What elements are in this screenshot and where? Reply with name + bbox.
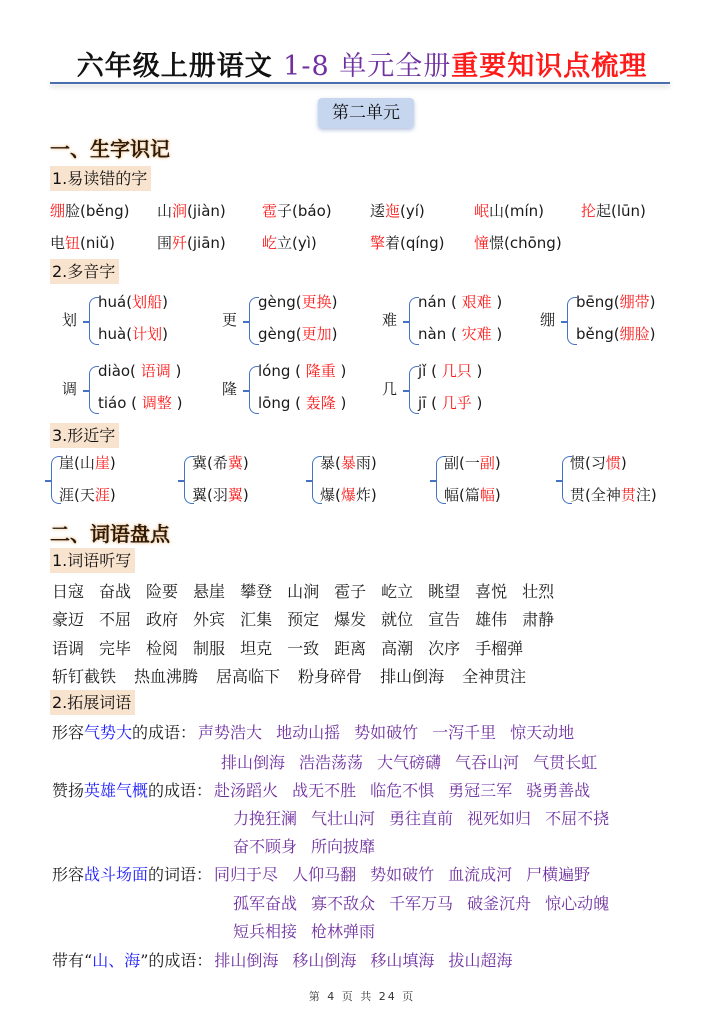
idiom: 孤军奋战	[233, 894, 298, 913]
dictation-row	[52, 607, 569, 630]
base-char: 冀	[192, 454, 208, 472]
dictation-word: 政府	[146, 610, 179, 629]
polyphone-group	[62, 291, 212, 351]
idiom-category-label	[52, 865, 212, 884]
paren-close: )	[491, 325, 503, 343]
polyphone-reading	[576, 291, 656, 312]
label-pre: 带有“	[52, 951, 93, 970]
polyphone-group	[540, 291, 690, 351]
highlight-char: 翼	[227, 486, 243, 504]
pinyin-suffix: 子(báo)	[277, 202, 332, 220]
pinyin: nán (	[418, 293, 462, 311]
idiom: 骁勇善战	[526, 781, 591, 800]
highlight-char: 绷	[50, 202, 66, 220]
highlight-char: 暴	[340, 454, 356, 472]
paren-close: )	[162, 293, 168, 311]
polyphone-reading	[258, 392, 346, 413]
dictation-word: 眺望	[428, 582, 461, 601]
example-pre: (习	[585, 454, 606, 472]
example-pre: (希	[207, 454, 228, 472]
example-word: 划船	[132, 293, 163, 311]
pinyin-suffix: 着(qíng)	[385, 234, 445, 252]
subheading-dictation: 1.词语听写	[50, 548, 135, 573]
paren-close: )	[471, 394, 483, 412]
char-prefix: 山	[157, 202, 173, 220]
highlight-char: 副	[479, 454, 495, 472]
example-post: )	[242, 486, 249, 504]
polyphone-reading	[258, 360, 346, 381]
paren-close: )	[335, 394, 347, 412]
unit-badge: 第二单元	[318, 98, 414, 128]
highlight-char: 幅	[479, 486, 495, 504]
char-prefix: 围	[157, 234, 173, 252]
label-highlight: 战斗场面	[84, 865, 149, 884]
dictation-word: 粉身碎骨	[298, 667, 363, 686]
base-char: 涯	[59, 486, 75, 504]
idiom-line	[233, 806, 623, 829]
dictation-word: 肃静	[522, 610, 555, 629]
label-post: 的成语：	[132, 723, 197, 742]
idiom-category-label	[52, 781, 212, 800]
idiom: 战无不胜	[292, 781, 357, 800]
highlight-char: 爆	[340, 486, 356, 504]
label-pre: 赞扬	[52, 781, 85, 800]
idiom: 声势浩大	[198, 723, 263, 742]
highlight-char: 擎	[370, 234, 386, 252]
idiom: 枪林弹雨	[311, 922, 376, 941]
idiom: 千军万马	[389, 894, 454, 913]
similar-char-line	[59, 452, 116, 473]
dictation-word: 雄伟	[475, 610, 508, 629]
example-word: 几乎	[441, 394, 472, 412]
idiom-category-label	[52, 951, 212, 970]
idiom: 一泻千里	[432, 723, 497, 742]
example-pre: (	[335, 454, 341, 472]
highlight-char: 冀	[227, 454, 243, 472]
misread-char-item	[370, 232, 444, 253]
idiom: 同归于尽	[214, 865, 279, 884]
polyphone-group	[222, 291, 372, 351]
base-char: 贯	[570, 486, 586, 504]
page-number: 第 4 页 共 24 页	[308, 990, 416, 1003]
label-highlight: 山、海	[92, 951, 141, 970]
dictation-word: 山涧	[287, 582, 320, 601]
idiom: 短兵相接	[233, 922, 298, 941]
similar-char-line	[444, 452, 501, 473]
misread-char-item	[262, 200, 332, 221]
dictation-word: 险要	[146, 582, 179, 601]
example-word: 语调	[140, 362, 171, 380]
example-post: )	[620, 454, 627, 472]
dictation-word: 外宾	[193, 610, 226, 629]
similar-char-line	[192, 452, 249, 473]
base-char: 爆	[320, 486, 336, 504]
pinyin: nàn (	[418, 325, 462, 343]
idiom: 移山填海	[370, 951, 435, 970]
example-pre: (全神	[585, 486, 621, 504]
similar-char-line	[444, 484, 501, 505]
idiom: 视死如归	[467, 809, 532, 828]
dictation-row	[52, 664, 544, 687]
polyphone-char: 隆	[222, 380, 238, 398]
char-prefix: 逶	[370, 202, 386, 220]
highlight-char: 涧	[172, 202, 188, 220]
char-prefix: 电	[50, 234, 66, 252]
highlight-char: 岷	[474, 202, 490, 220]
misread-char-item	[50, 200, 130, 221]
highlight-char: 雹	[262, 202, 278, 220]
polyphone-reading	[258, 291, 338, 312]
pinyin: běng(	[576, 325, 620, 343]
label-highlight: 气势大	[84, 723, 133, 742]
idiom-line	[233, 834, 389, 857]
dictation-word: 手榴弹	[475, 639, 524, 658]
polyphone-group	[382, 360, 532, 420]
polyphone-reading	[98, 323, 168, 344]
dictation-word: 次序	[428, 639, 461, 658]
base-char: 副	[444, 454, 460, 472]
highlight-char: 歼	[172, 234, 188, 252]
example-word: 调整	[141, 394, 172, 412]
highlight-char: 钮	[65, 234, 81, 252]
misread-char-item	[262, 232, 317, 253]
misread-char-item	[581, 200, 646, 221]
title-underline	[50, 82, 670, 84]
subheading-similar-chars: 3.形近字	[50, 423, 119, 448]
idiom: 破釜沉舟	[467, 894, 532, 913]
dictation-word: 预定	[287, 610, 320, 629]
idiom: 气吞山河	[455, 753, 520, 772]
idiom-line	[52, 862, 604, 885]
polyphone-char: 难	[382, 311, 398, 329]
dictation-word: 检阅	[146, 639, 179, 658]
label-pre: 形容	[52, 865, 85, 884]
polyphone-group	[62, 360, 212, 420]
base-char: 翼	[192, 486, 208, 504]
dictation-word: 喜悦	[475, 582, 508, 601]
misread-char-item	[157, 232, 226, 253]
polyphone-reading	[258, 323, 338, 344]
paren-close: )	[649, 293, 656, 311]
example-word: 更换	[301, 293, 332, 311]
polyphone-reading	[418, 360, 482, 381]
dictation-word: 一致	[287, 639, 320, 658]
idiom-line	[233, 891, 623, 914]
similar-char-line	[320, 484, 377, 505]
idiom: 不屈不挠	[545, 809, 610, 828]
pinyin: diào(	[98, 362, 141, 380]
idiom: 气壮山河	[311, 809, 376, 828]
dictation-word: 完毕	[99, 639, 132, 658]
example-pre: (山	[74, 454, 95, 472]
paren-close: )	[335, 362, 347, 380]
example-pre: (篇	[459, 486, 480, 504]
misread-char-item	[50, 232, 115, 253]
idiom: 尸横遍野	[526, 865, 591, 884]
idiom: 势如破竹	[370, 865, 435, 884]
dictation-word: 就位	[381, 610, 414, 629]
polyphone-char: 划	[62, 311, 78, 329]
page-title: 六年级上册语文 1-8 单元全册重要知识点梳理	[76, 51, 648, 82]
example-post: )	[109, 486, 116, 504]
similar-char-line	[192, 484, 249, 505]
polyphone-reading	[98, 291, 168, 312]
example-post: )	[242, 454, 249, 472]
highlight-char: 贯	[620, 486, 636, 504]
idiom: 气贯长虹	[533, 753, 598, 772]
misread-char-item	[474, 232, 562, 253]
pinyin: huà(	[98, 325, 133, 343]
pinyin: tiáo (	[98, 394, 142, 412]
idiom-line	[233, 919, 389, 942]
example-word: 隆重	[305, 362, 336, 380]
highlight-char: 憧	[474, 234, 490, 252]
polyphone-reading	[576, 323, 656, 344]
dictation-word: 不屈	[99, 610, 132, 629]
dictation-word: 距离	[334, 639, 367, 658]
base-char: 惯	[570, 454, 586, 472]
example-word: 艰难	[461, 293, 492, 311]
highlight-char: 抡	[581, 202, 597, 220]
similar-char-line	[570, 452, 627, 473]
pinyin-suffix: 山(mín)	[489, 202, 545, 220]
example-post: )	[109, 454, 116, 472]
paren-close: )	[649, 325, 656, 343]
example-word: 轰隆	[305, 394, 336, 412]
dictation-word: 壮烈	[522, 582, 555, 601]
example-pre: (天	[74, 486, 95, 504]
dictation-word: 屹立	[381, 582, 414, 601]
polyphone-char: 更	[222, 311, 238, 329]
polyphone-reading	[418, 291, 502, 312]
idiom: 赴汤蹈火	[214, 781, 279, 800]
idiom: 浩浩荡荡	[299, 753, 364, 772]
similar-char-line	[570, 484, 657, 505]
dictation-word: 坦克	[240, 639, 273, 658]
example-pre: (羽	[207, 486, 228, 504]
polyphone-char: 调	[62, 380, 78, 398]
dictation-word: 日寇	[52, 582, 85, 601]
highlight-char: 涯	[94, 486, 110, 504]
idiom-line	[52, 778, 604, 801]
dictation-word: 汇集	[240, 610, 273, 629]
dictation-word: 悬崖	[193, 582, 226, 601]
idiom-line	[52, 948, 526, 971]
pinyin: lōng (	[258, 394, 306, 412]
idiom: 寡不敌众	[311, 894, 376, 913]
pinyin: lóng (	[258, 362, 306, 380]
dictation-word: 居高临下	[216, 667, 281, 686]
dictation-word: 语调	[52, 639, 85, 658]
polyphone-reading	[98, 392, 182, 413]
dictation-word: 高潮	[381, 639, 414, 658]
polyphone-char: 几	[382, 380, 398, 398]
dictation-word: 斩钉截铁	[52, 667, 117, 686]
idiom-line	[221, 750, 611, 773]
dictation-word: 制服	[193, 639, 226, 658]
label-post: 的词语：	[148, 865, 213, 884]
polyphone-char: 绷	[540, 311, 556, 329]
dictation-row	[52, 579, 569, 602]
pinyin: jǐ (	[418, 362, 442, 380]
misread-char-item	[370, 200, 425, 221]
idiom: 临危不惧	[370, 781, 435, 800]
pinyin-suffix: 憬(chōng)	[489, 234, 562, 252]
base-char: 暴	[320, 454, 336, 472]
idiom: 勇冠三军	[448, 781, 513, 800]
dictation-word: 全神贯注	[462, 667, 527, 686]
pinyin: huá(	[98, 293, 133, 311]
label-post: ”的成语：	[140, 951, 213, 970]
similar-char-line	[320, 452, 377, 473]
pinyin-suffix: (niǔ)	[80, 234, 115, 252]
example-post: 注)	[635, 486, 657, 504]
idiom: 势如破竹	[354, 723, 419, 742]
paren-close: )	[170, 362, 182, 380]
example-word: 绷带	[619, 293, 650, 311]
dictation-word: 宣告	[428, 610, 461, 629]
example-post: )	[494, 454, 501, 472]
example-post: )	[494, 486, 501, 504]
idiom: 人仰马翻	[292, 865, 357, 884]
dictation-word: 排山倒海	[380, 667, 445, 686]
dictation-word: 豪迈	[52, 610, 85, 629]
idiom: 移山倒海	[292, 951, 357, 970]
example-word: 灾难	[461, 325, 492, 343]
misread-char-item	[157, 200, 226, 221]
idiom-line	[52, 720, 588, 743]
dictation-word: 爆发	[334, 610, 367, 629]
pinyin: jī (	[418, 394, 442, 412]
highlight-char: 屹	[262, 234, 278, 252]
idiom: 勇往直前	[389, 809, 454, 828]
highlight-char: 惯	[605, 454, 621, 472]
example-post: 雨)	[355, 454, 377, 472]
idiom: 排山倒海	[214, 951, 279, 970]
dictation-word: 雹子	[334, 582, 367, 601]
paren-close: )	[471, 362, 483, 380]
highlight-char: 迤	[385, 202, 401, 220]
example-word: 更加	[301, 325, 332, 343]
label-pre: 形容	[52, 723, 85, 742]
idiom: 大气磅礴	[377, 753, 442, 772]
idiom: 地动山摇	[276, 723, 341, 742]
subheading-misread-chars: 1.易读错的字	[50, 166, 151, 191]
section-heading-characters: 一、生字识记	[50, 137, 170, 161]
subheading-polyphones: 2.多音字	[50, 259, 119, 284]
example-word: 绷脸	[619, 325, 650, 343]
idiom-category-label	[52, 723, 196, 742]
paren-close: )	[331, 293, 338, 311]
polyphone-reading	[418, 392, 482, 413]
pinyin: bēng(	[576, 293, 620, 311]
idiom: 惊天动地	[510, 723, 575, 742]
example-word: 几只	[441, 362, 472, 380]
paren-close: )	[162, 325, 168, 343]
pinyin-suffix: 立(yì)	[277, 234, 317, 252]
pinyin-suffix: (yí)	[400, 202, 425, 220]
idiom: 奋不顾身	[233, 837, 298, 856]
dictation-row	[52, 636, 538, 659]
pinyin-suffix: (jiān)	[187, 234, 226, 252]
idiom: 血流成河	[448, 865, 513, 884]
polyphone-group	[222, 360, 372, 420]
misread-char-item	[474, 200, 544, 221]
pinyin: gèng(	[258, 325, 302, 343]
idiom: 排山倒海	[221, 753, 286, 772]
polyphone-reading	[418, 323, 502, 344]
label-highlight: 英雄气概	[84, 781, 149, 800]
similar-char-line	[59, 484, 116, 505]
idiom: 惊心动魄	[545, 894, 610, 913]
similar-char-group	[558, 452, 718, 512]
dictation-word: 攀登	[240, 582, 273, 601]
pinyin-suffix: (jiàn)	[187, 202, 226, 220]
pinyin: gèng(	[258, 293, 302, 311]
pinyin-suffix: 起(lūn)	[596, 202, 646, 220]
paren-close: )	[171, 394, 183, 412]
pinyin-suffix: 脸(běng)	[65, 202, 130, 220]
example-post: 炸)	[355, 486, 377, 504]
dictation-word: 热血沸腾	[134, 667, 199, 686]
base-char: 崖	[59, 454, 75, 472]
example-pre: (	[335, 486, 341, 504]
subheading-extended-words: 2.拓展词语	[50, 690, 135, 715]
dictation-word: 奋战	[99, 582, 132, 601]
polyphone-group	[382, 291, 532, 351]
highlight-char: 崖	[94, 454, 110, 472]
idiom: 所向披靡	[311, 837, 376, 856]
polyphone-reading	[98, 360, 181, 381]
example-pre: (一	[459, 454, 480, 472]
base-char: 幅	[444, 486, 460, 504]
section-heading-vocabulary: 二、词语盘点	[50, 522, 170, 546]
idiom: 拔山超海	[448, 951, 513, 970]
example-word: 计划	[132, 325, 163, 343]
label-post: 的成语：	[148, 781, 213, 800]
paren-close: )	[491, 293, 503, 311]
idiom: 力挽狂澜	[233, 809, 298, 828]
paren-close: )	[331, 325, 338, 343]
